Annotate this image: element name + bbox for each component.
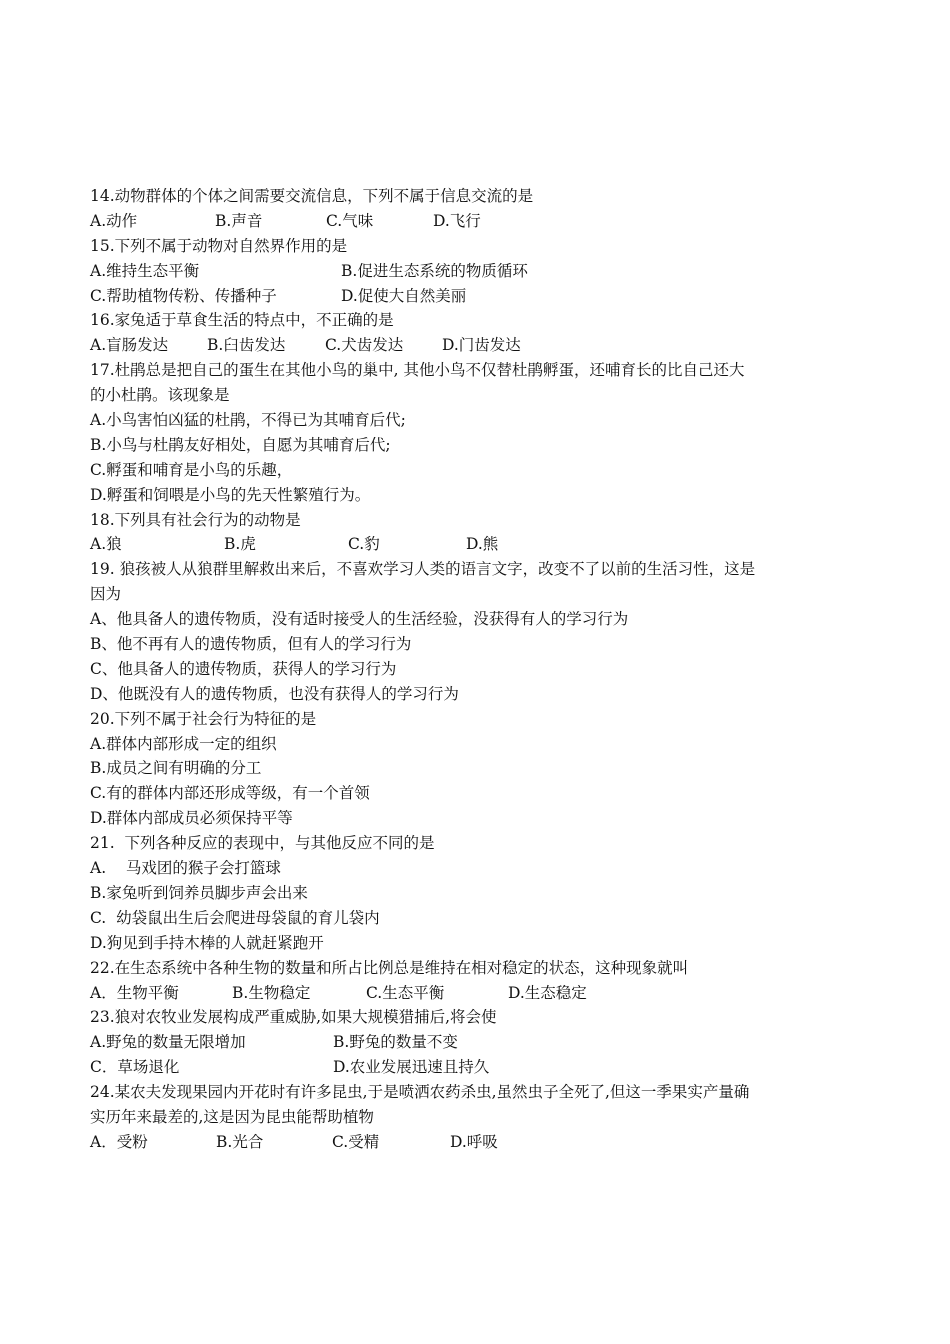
- question-21-option-c: C. 幼袋鼠出生后会爬进母袋鼠的育儿袋内: [90, 908, 380, 927]
- option-b: B.野兔的数量不变: [333, 1033, 458, 1052]
- option-c: C.生态平衡: [366, 983, 445, 1002]
- question-21-option-d: D.狗见到手持木棒的人就赶紧跑开: [90, 933, 324, 952]
- question-18-stem: 18.下列具有社会行为的动物是: [90, 510, 301, 529]
- question-20-option-a: A.群体内部形成一定的组织: [90, 734, 277, 753]
- option-c: C．草场退化: [90, 1058, 180, 1077]
- option-c: C.豹: [348, 535, 380, 554]
- option-b: B.虎: [224, 535, 256, 554]
- option-a: A.野兔的数量无限增加: [90, 1033, 246, 1052]
- question-19-option-d: D、他既没有人的遗传物质，也没有获得人的学习行为: [90, 684, 459, 703]
- option-c: C.受精: [332, 1132, 380, 1151]
- option-c: C.帮助植物传粉、传播种子: [90, 286, 277, 305]
- question-20-stem: 20.下列不属于社会行为特征的是: [90, 709, 317, 728]
- question-24-options: [90, 1130, 830, 1155]
- option-a: A.维持生态平衡: [90, 261, 200, 280]
- option-a: A.狼: [90, 535, 122, 554]
- question-23-options-row2: [90, 1055, 830, 1080]
- question-14-options: [90, 209, 830, 234]
- question-17-option-c: C.孵蛋和哺育是小鸟的乐趣，: [90, 460, 293, 479]
- question-14-stem: 14.动物群体的个体之间需要交流信息，下列不属于信息交流的是: [90, 187, 534, 205]
- option-a: A.动作: [90, 211, 138, 230]
- exam-page: [90, 184, 830, 1155]
- question-19-option-b: B、他不再有人的遗传物质，但有人的学习行为: [90, 635, 412, 654]
- question-20-option-b: B.成员之间有明确的分工: [90, 759, 262, 778]
- question-22-options: [90, 981, 830, 1006]
- question-21-option-b: B.家兔听到饲养员脚步声会出来: [90, 883, 308, 902]
- question-19-stem-line2: 因为: [90, 585, 122, 604]
- question-17-stem-line1: 17.杜鹃总是把自己的蛋生在其他小鸟的巢中, 其他小鸟不仅替杜鹃孵蛋，还哺育长的比自己还大: [90, 361, 745, 380]
- option-d: D.农业发展迅速且持久: [333, 1058, 490, 1077]
- option-a: A.盲肠发达: [90, 336, 169, 355]
- question-17-option-a: A.小鸟害怕凶猛的杜鹃，不得已为其哺育后代;: [90, 411, 406, 430]
- question-15-stem: 15.下列不属于动物对自然界作用的是: [90, 236, 348, 255]
- question-15-options-row1: [90, 259, 830, 284]
- option-b: B.臼齿发达: [207, 336, 286, 355]
- option-b: B.光合: [216, 1132, 264, 1151]
- question-22-stem: 22.在生态系统中各种生物的数量和所占比例总是维持在相对稳定的状态，这种现象就叫: [90, 958, 689, 977]
- option-d: D.飞行: [433, 211, 481, 230]
- question-23-options-row1: [90, 1030, 830, 1055]
- option-d: D.促使大自然美丽: [341, 286, 467, 305]
- question-19-option-c: C、他具备人的遗传物质，获得人的学习行为: [90, 659, 397, 678]
- option-c: C.气味: [326, 211, 374, 230]
- question-21-option-a: A. 马戏团的猴子会打篮球: [90, 859, 281, 878]
- question-23-stem: 23.狼对农牧业发展构成严重威胁,如果大规模猎捕后,将会使: [90, 1008, 497, 1027]
- option-d: D.生态稳定: [508, 983, 587, 1002]
- option-d: D.呼吸: [450, 1132, 498, 1151]
- option-c: C.犬齿发达: [325, 336, 404, 355]
- question-20-option-d: D.群体内部成员必须保持平等: [90, 809, 293, 828]
- question-20-option-c: C.有的群体内部还形成等级，有一个首领: [90, 784, 370, 803]
- question-21-stem: 21. 下列各种反应的表现中，与其他反应不同的是: [90, 834, 435, 853]
- question-17-option-d: D.孵蛋和饲喂是小鸟的先天性繁殖行为。: [90, 485, 371, 504]
- question-17-stem-line2: 的小杜鹃。该现象是: [90, 386, 230, 405]
- question-16-stem: 16.家兔适于草食生活的特点中，不正确的是: [90, 311, 394, 330]
- option-b: B.促进生态系统的物质循环: [341, 261, 528, 280]
- option-d: D.熊: [466, 535, 499, 554]
- option-a: A．生物平衡: [90, 983, 179, 1002]
- question-19-option-a: A、他具备人的遗传物质，没有适时接受人的生活经验，没获得有人的学习行为: [90, 610, 629, 629]
- question-18-options: [90, 532, 830, 557]
- question-19-stem-line1: 19. 狼孩被人从狼群里解救出来后，不喜欢学习人类的语言文字，改变不了以前的生活习性，这是: [90, 560, 756, 579]
- question-16-options: [90, 333, 830, 358]
- question-15-options-row2: [90, 284, 830, 309]
- question-24-stem-line2: 实历年来最差的,这是因为昆虫能帮助植物: [90, 1107, 374, 1126]
- question-17-option-b: B.小鸟与杜鹃友好相处，自愿为其哺育后代;: [90, 435, 391, 454]
- option-b: B.生物稳定: [232, 983, 311, 1002]
- question-24-stem-line1: 24.某农夫发现果园内开花时有许多昆虫,于是喷洒农药杀虫,虽然虫子全死了,但这一季果实产量确: [90, 1083, 750, 1102]
- option-a: A．受粉: [90, 1132, 148, 1151]
- option-b: B.声音: [215, 211, 263, 230]
- option-d: D.门齿发达: [442, 336, 521, 355]
